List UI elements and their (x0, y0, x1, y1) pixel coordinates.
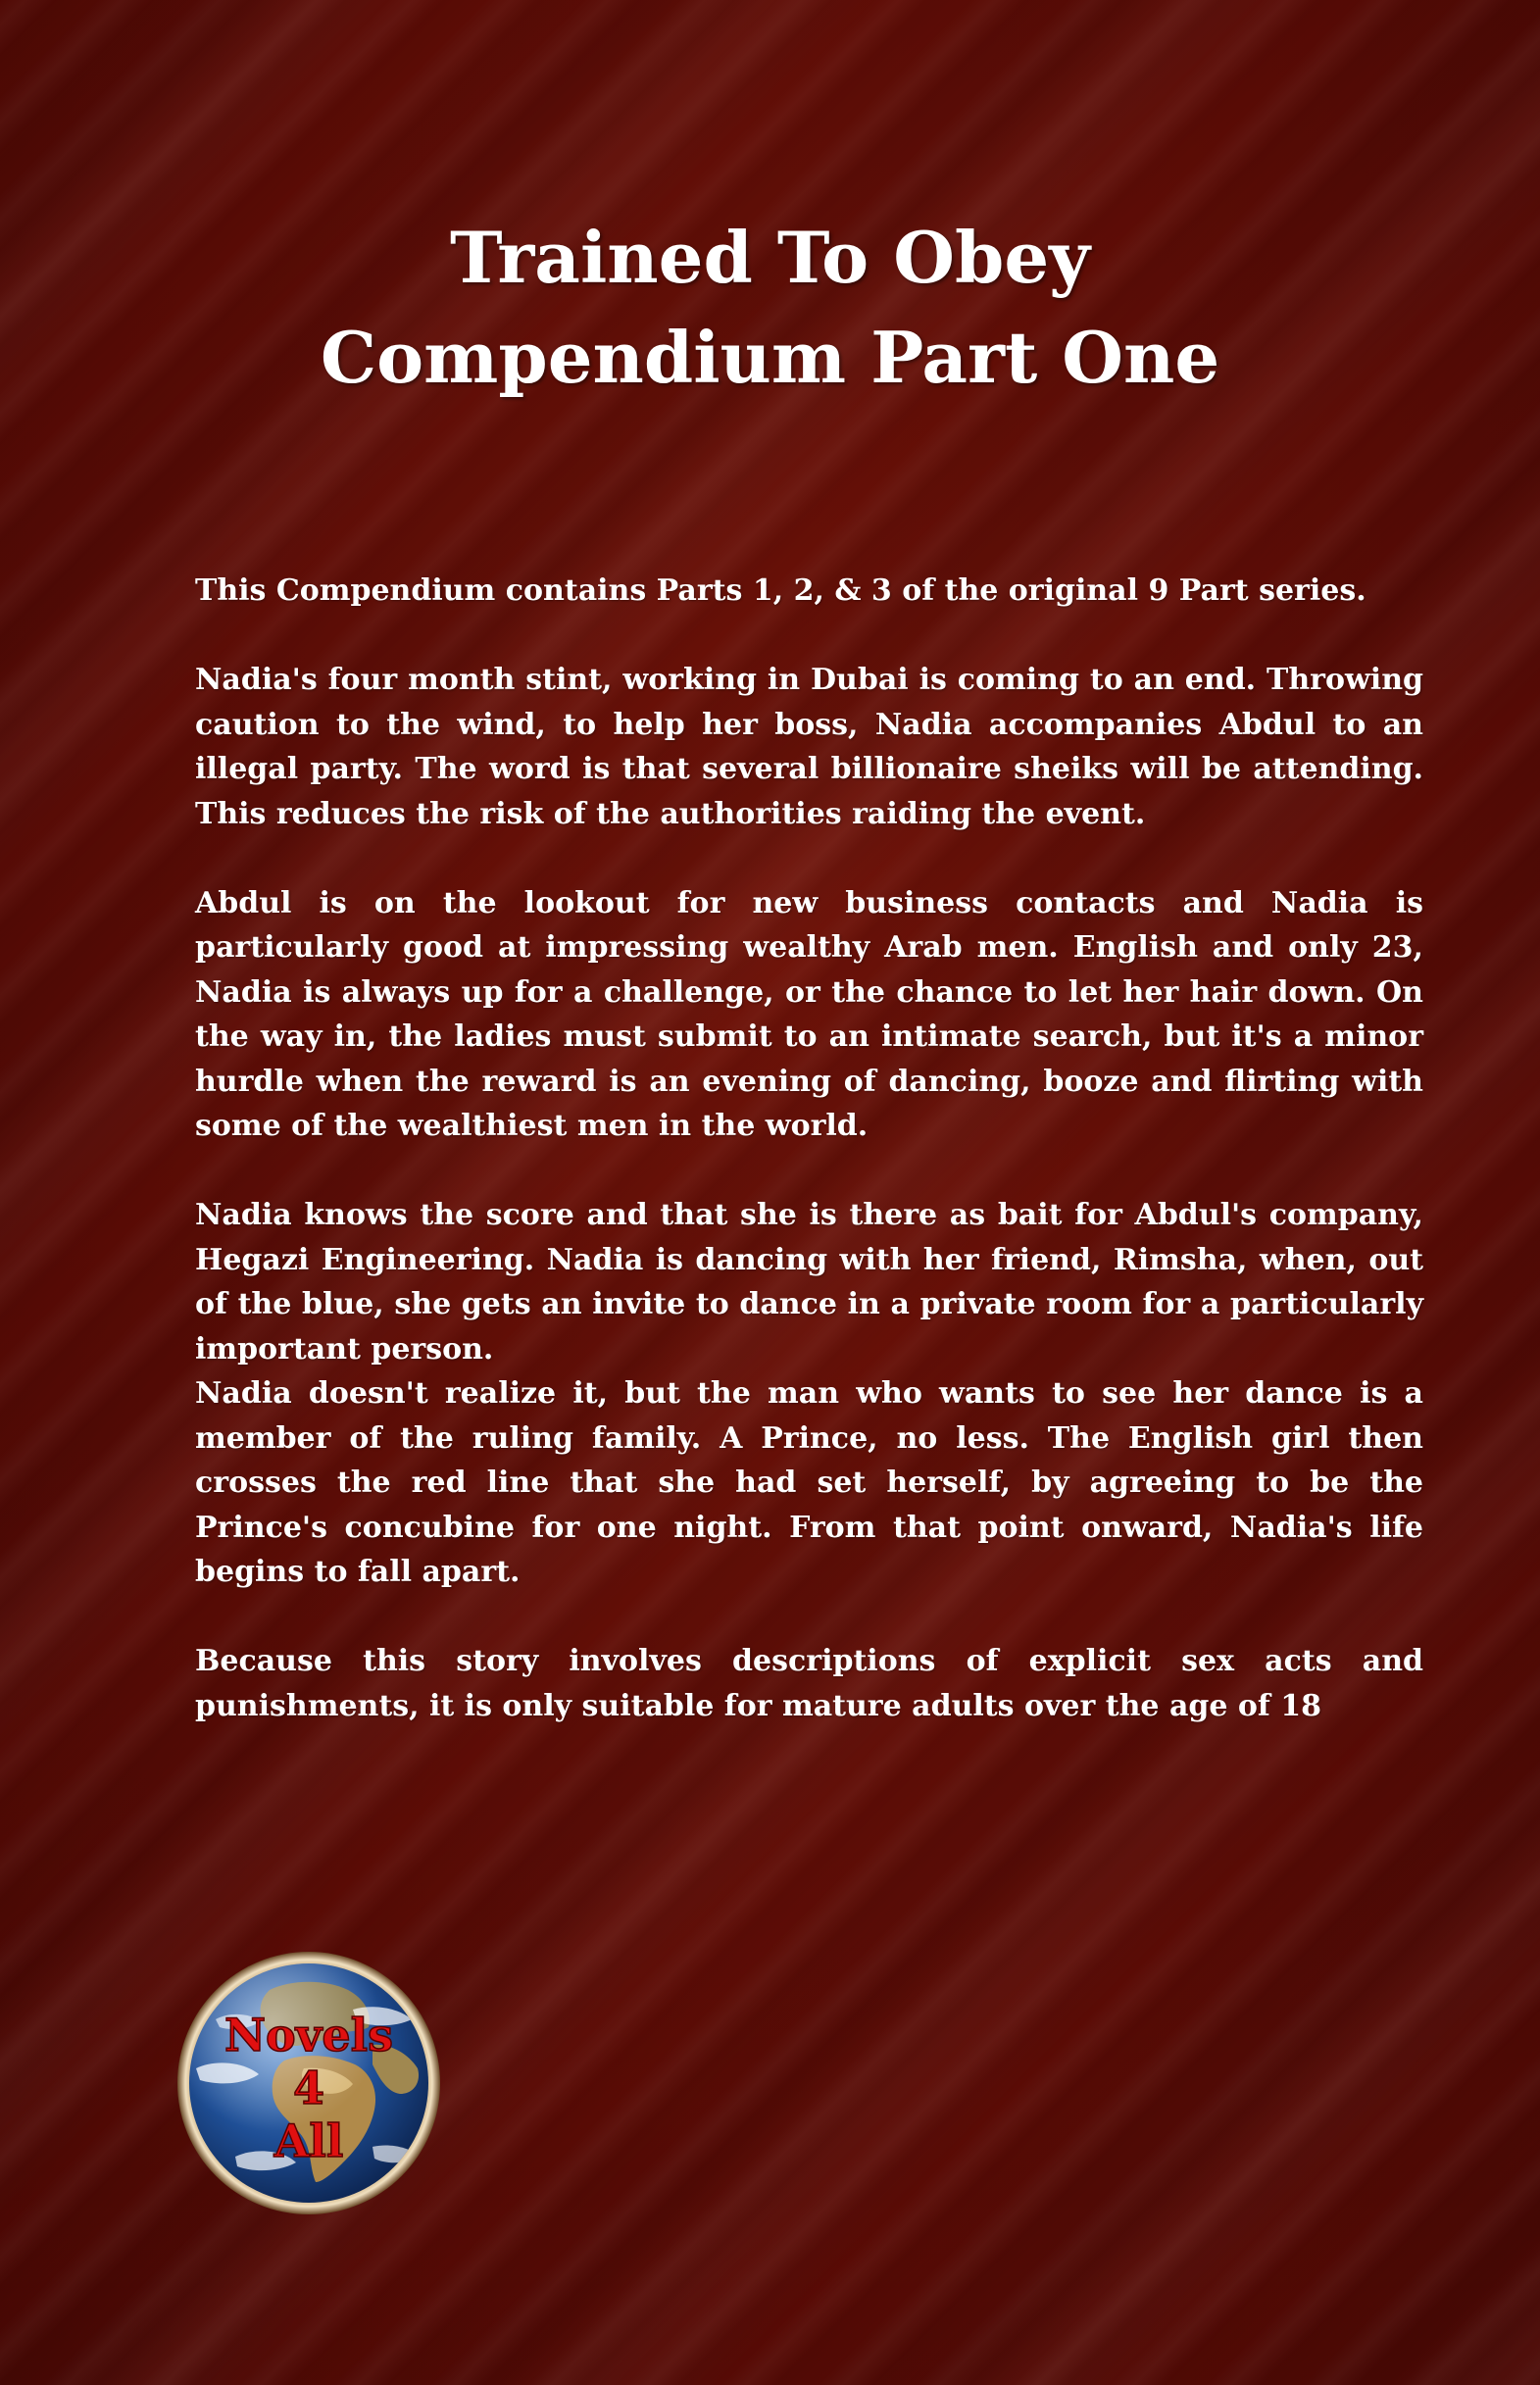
book-title (0, 208, 1540, 408)
blurb-paragraph-4: Nadia knows the score and that she is there as bait for Abdul's company, Hegazi Engineering. Nadia is dancing with her friend, Rimsha, when, out of the blue, she gets an invite to dance in a private room for a particularly important person. (195, 1198, 1423, 1366)
logo-word-2: 4 (292, 2062, 325, 2114)
blurb-paragraph-5: Nadia doesn't realize it, but the man who wants to see her dance is a member of the ruling family. A Prince, no less. The English girl then crosses the red line that she had set herself, by agreeing to be the Prince's concubine for one night. From that point onward, Nadia's life begins to fall apart. (195, 1376, 1423, 1589)
title-line-1: Trained To Obey (450, 216, 1090, 299)
logo-word-3: All (273, 2114, 344, 2167)
title-line-2: Compendium Part One (320, 316, 1220, 399)
blurb-paragraph-6: Because this story involves descriptions of explicit sex acts and punishments, it is only suitable for mature adults over the age of 18 (195, 1644, 1423, 1723)
book-blurb (195, 569, 1423, 1728)
publisher-logo (176, 1951, 441, 2215)
blurb-paragraph-2: Nadia's four month stint, working in Dubai is coming to an end. Throwing caution to the wind, to help her boss, Nadia accompanies Abdul to an illegal party. The word is that several billionaire sheiks will be attending. This reduces the risk of the authorities raiding the event. (195, 663, 1423, 831)
globe-icon (176, 1951, 441, 2215)
blurb-paragraph-1: This Compendium contains Parts 1, 2, & 3 of the original 9 Part series. (195, 573, 1366, 608)
blurb-paragraph-3: Abdul is on the lookout for new business contacts and Nadia is particularly good at impressing wealthy Arab men. English and only 23, Nadia is always up for a challenge, or the chance to let her hair down. On the way in, the ladies must submit to an intimate search, but it's a minor hurdle when the reward is an evening of dancing, booze and flirting with some of the wealthiest men in the world. (195, 885, 1423, 1143)
logo-word-1: Novels (224, 2009, 394, 2062)
